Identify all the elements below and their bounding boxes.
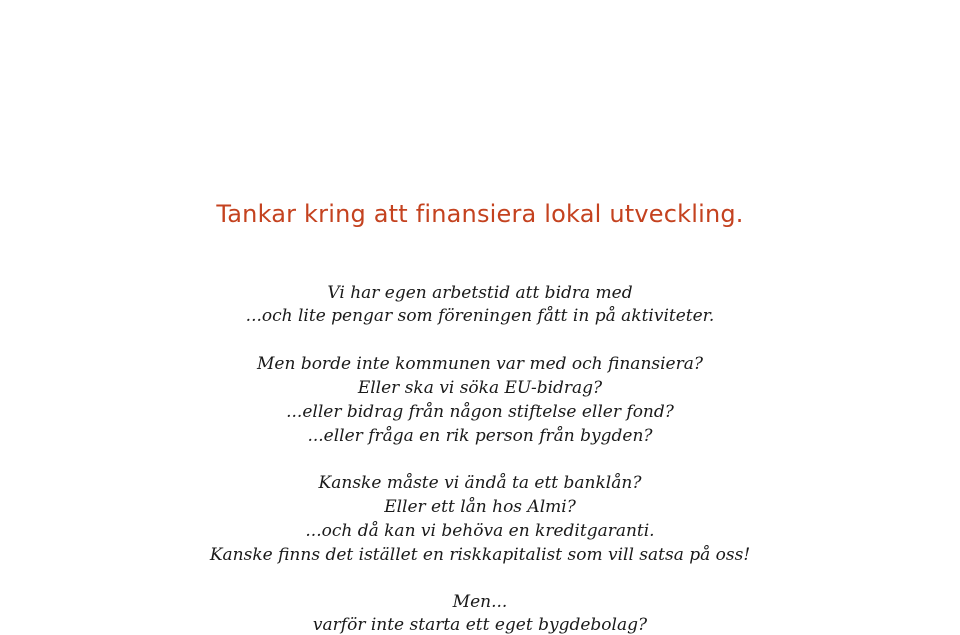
text-line: Men...: [452, 592, 508, 612]
text-line: Eller ett lån hos Almi?: [384, 497, 576, 517]
text-line: ...eller fråga en rik person från bygden?: [307, 426, 653, 446]
text-line: Men borde inte kommunen var med och finansiera?: [257, 354, 703, 374]
text-line: varför inte starta ett eget bygdebolag?: [312, 615, 648, 635]
document-title: Tankar kring att finansiera lokal utveckling.: [216, 200, 744, 228]
text-line: Kanske måste vi ändå ta ett banklån?: [318, 473, 642, 493]
text-line: ...och lite pengar som föreningen fått in på aktiviteter.: [245, 306, 715, 326]
text-line: Vi har egen arbetstid att bidra med: [327, 283, 633, 303]
text-line: Kanske finns det istället en riskkapitalist som vill satsa på oss!: [209, 545, 751, 565]
text-line: Eller ska vi söka EU-bidrag?: [357, 378, 603, 398]
text-line: ...och då kan vi behöva en kreditgaranti.: [305, 521, 655, 541]
text-line: ...eller bidrag från någon stiftelse eller fond?: [286, 402, 674, 422]
